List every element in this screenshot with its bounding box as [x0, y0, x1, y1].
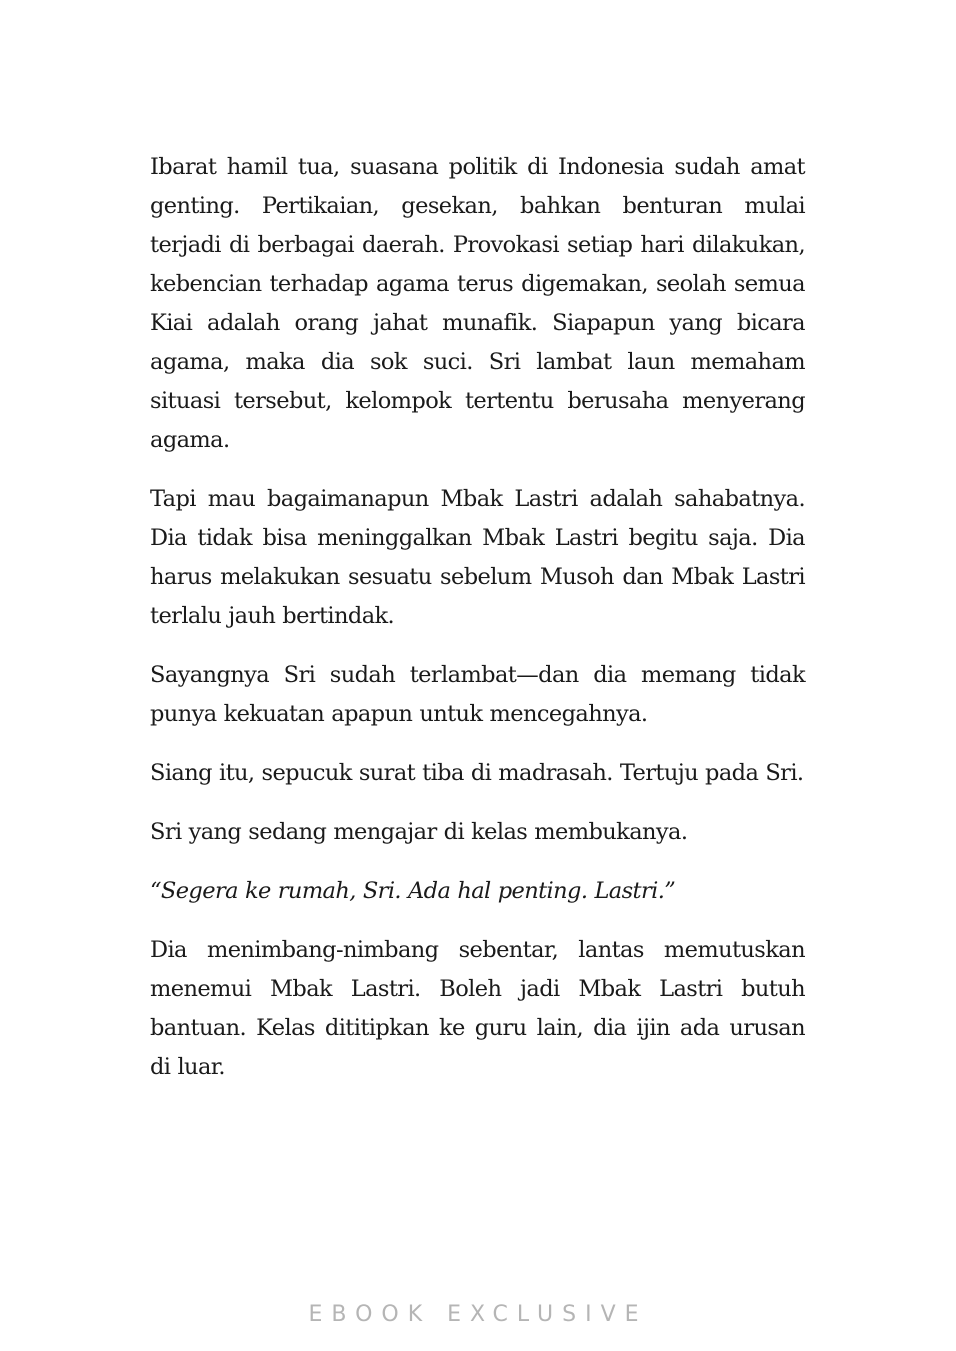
letter-quote: “Segera ke rumah, Sri. Ada hal penting. Lastri.”	[150, 878, 676, 904]
paragraph-7: Dia menimbang-nimbang sebentar, lantas memutuskan menemui Mbak Lastri. Boleh jadi Mbak Lastri butuh bantuan. Kelas dititipkan ke guru lain, dia ijin ada urusan di luar.	[150, 937, 805, 1080]
paragraph-2: Tapi mau bagaimanapun Mbak Lastri adalah sahabatnya. Dia tidak bisa meninggalkan Mbak Lastri begitu saja. Dia harus melakukan sesuatu sebelum Musoh dan Mbak Lastri terlalu jauh bertindak.	[150, 486, 805, 629]
paragraph-5: Sri yang sedang mengajar di kelas membukanya.	[150, 819, 688, 845]
paragraph-1: Ibarat hamil tua, suasana politik di Indonesia sudah amat genting. Pertikaian, gesekan, bahkan benturan mulai terjadi di berbagai daerah. Provokasi setiap hari dilakukan, kebencian terhadap agama terus digemakan, seolah semua Kiai adalah orang jahat munafik. Siapapun yang bicara agama, maka dia sok suci. Sri lambat laun memaham situasi tersebut, kelompok tertentu berusaha menyerang agama.	[150, 154, 805, 453]
paragraph-4: Siang itu, sepucuk surat tiba di madrasah. Tertuju pada Sri.	[150, 760, 804, 786]
ebook-footer: EBOOK EXCLUSIVE	[308, 1302, 648, 1327]
body-text	[150, 148, 805, 1107]
paragraph-3: Sayangnya Sri sudah terlambat—dan dia memang tidak punya kekuatan apapun untuk mencegahnya.	[150, 662, 805, 727]
